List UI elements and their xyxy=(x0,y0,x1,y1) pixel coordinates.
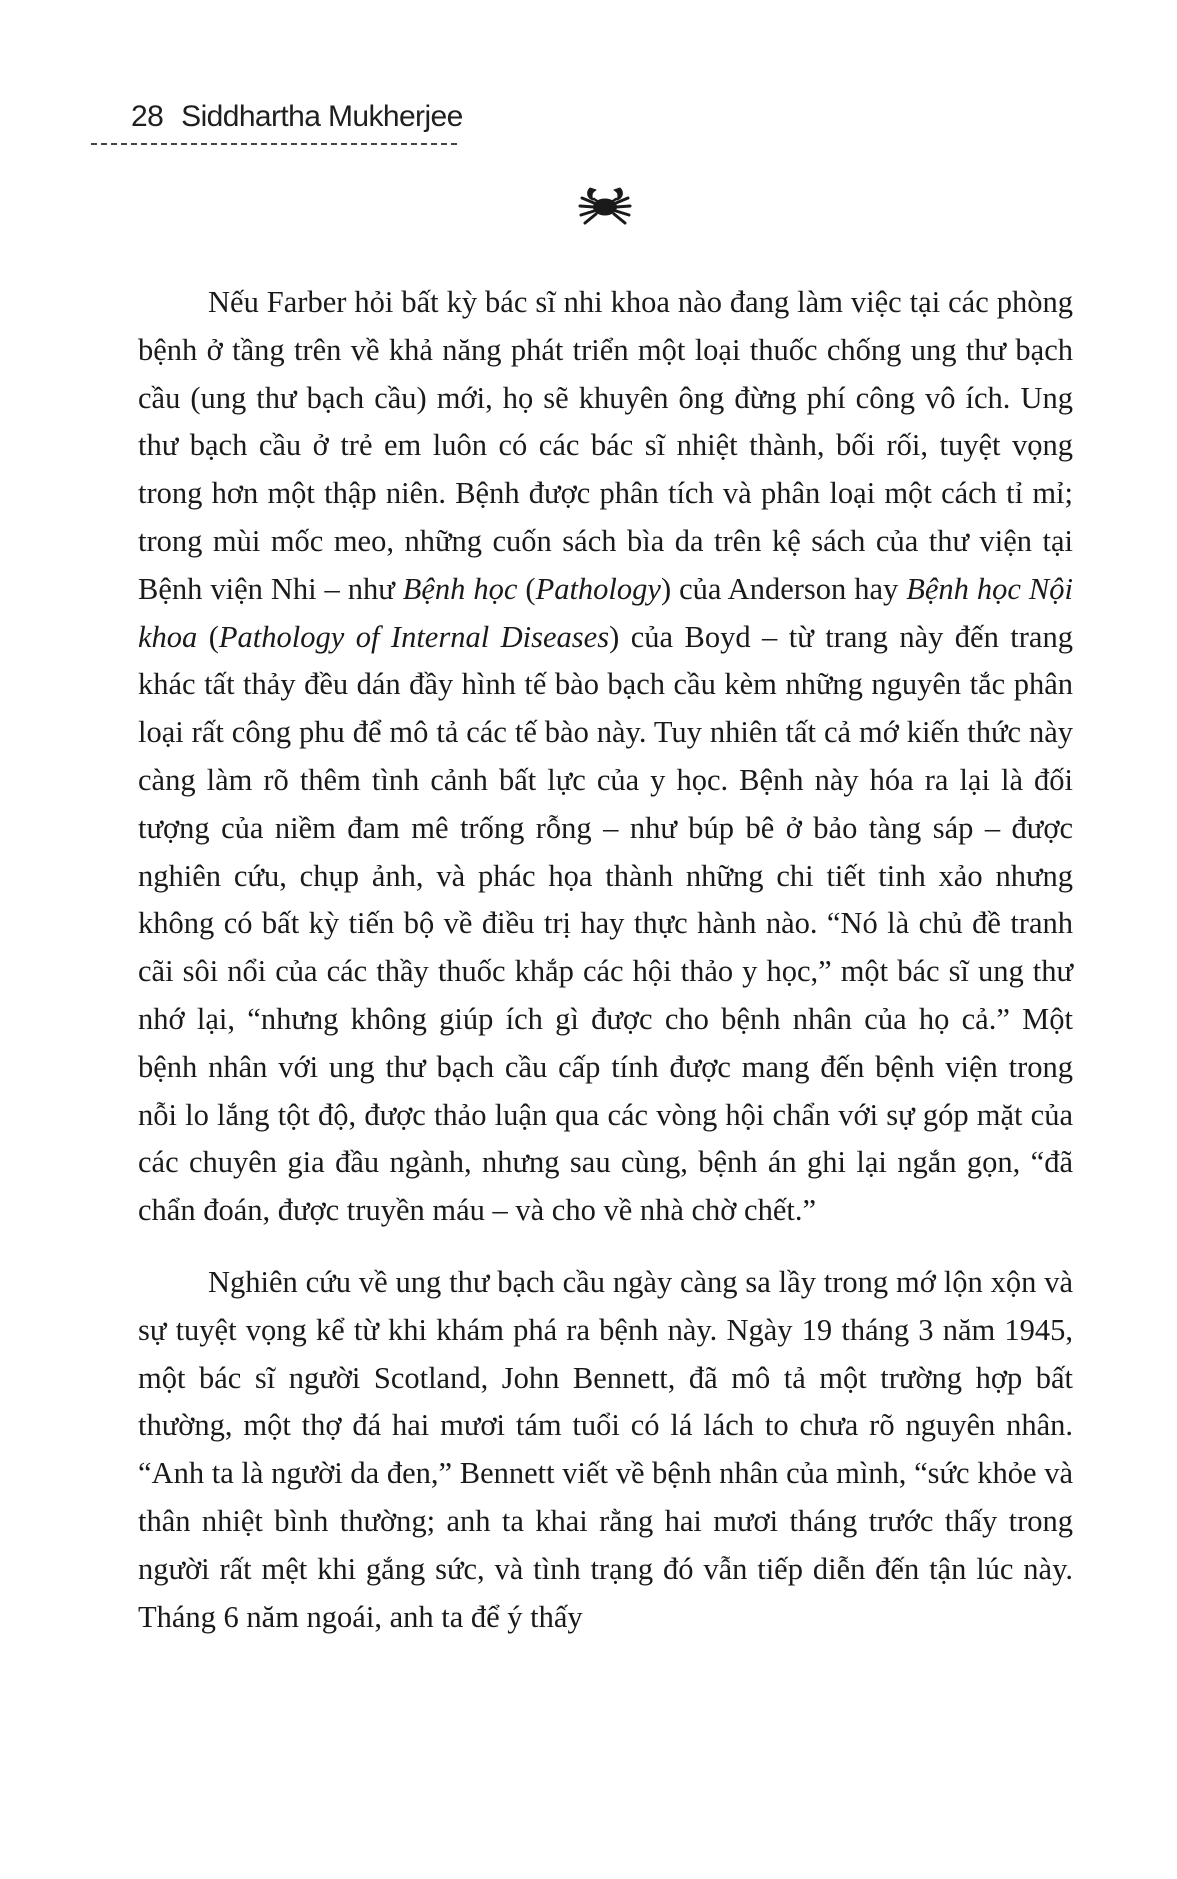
italic-title: Pathology xyxy=(535,571,661,606)
paragraph xyxy=(138,1259,1073,1641)
author-name: Siddhartha Mukherjee xyxy=(181,100,463,133)
crab-icon xyxy=(575,181,635,227)
page-number: 28 xyxy=(131,100,164,133)
header-dashed-rule xyxy=(91,143,457,145)
paragraph xyxy=(138,279,1073,1235)
body-text xyxy=(138,279,1073,1641)
text-run: ) của Anderson hay xyxy=(660,571,907,606)
text-run: Nghiên cứu về ung thư bạch cầu ngày càng sa lầy trong mớ lộn xộn và sự tuyệt vọng kể từ khi khám phá ra bệnh này. Ngày 19 tháng 3 năm 1945, một bác sĩ người Scotland, John Bennett, đã mô tả một trường hợp bất thường, một thợ đá hai mươi tám tuổi có lá lách to chưa rõ nguyên nhân. “Anh ta là người da đen,” Bennett viết về bệnh nhân của mình, “sức khỏe và thân nhiệt bình thường; anh ta khai rằng hai mươi tháng trước thấy trong người rất mệt khi gắng sức, và tình trạng đó vẫn tiếp diễn đến tận lúc này. Tháng 6 năm ngoái, anh ta để ý thấy xyxy=(138,1264,1073,1634)
italic-title: Bệnh học xyxy=(402,571,518,606)
text-run: ( xyxy=(517,571,536,606)
italic-title: Bệnh học Nội khoa xyxy=(138,571,1073,654)
text-run: Nếu Farber hỏi bất kỳ bác sĩ nhi khoa nào đang làm việc tại các phòng bệnh ở tầng trên về khả năng phát triển một loại thuốc chống ung thư bạch cầu (ung thư bạch cầu) mới, họ sẽ khuyên ông đừng phí công vô ích. Ung thư bạch cầu ở trẻ em luôn có các bác sĩ nhiệt thành, bối rối, tuyệt vọng trong hơn một thập niên. Bệnh được phân tích và phân loại một cách tỉ mỉ; trong mùi mốc meo, những cuốn sách bìa da trên kệ sách của thư viện tại Bệnh viện Nhi – như xyxy=(138,285,1073,606)
running-header xyxy=(131,100,463,134)
italic-title: Pathology of Internal Diseases xyxy=(218,619,610,654)
text-run: ( xyxy=(197,619,219,654)
text-run: ) của Boyd – từ trang này đến trang khác tất thảy đều dán đầy hình tế bào bạch cầu kèm những nguyên tắc phân loại rất công phu để mô tả các tế bào này. Tuy nhiên tất cả mớ kiến thức này càng làm rõ thêm tình cảnh bất lực của y học. Bệnh này hóa ra lại là đối tượng của niềm đam mê trống rỗng – như búp bê ở bảo tàng sáp – được nghiên cứu, chụp ảnh, và phác họa thành những chi tiết tinh xảo nhưng không có bất kỳ tiến bộ về điều trị hay thực hành nào. “Nó là chủ đề tranh cãi sôi nổi của các thầy thuốc khắp các hội thảo y học,” một bác sĩ ung thư nhớ lại, “nhưng không giúp ích gì được cho bệnh nhân của họ cả.” Một bệnh nhân với ung thư bạch cầu cấp tính được mang đến bệnh viện trong nỗi lo lắng tột độ, được thảo luận qua các vòng hội chẩn với sự góp mặt của các chuyên gia đầu ngành, nhưng sau cùng, bệnh án ghi lại ngắn gọn, “đã chẩn đoán, được truyền máu – và cho về nhà chờ chết.” xyxy=(138,619,1073,1228)
